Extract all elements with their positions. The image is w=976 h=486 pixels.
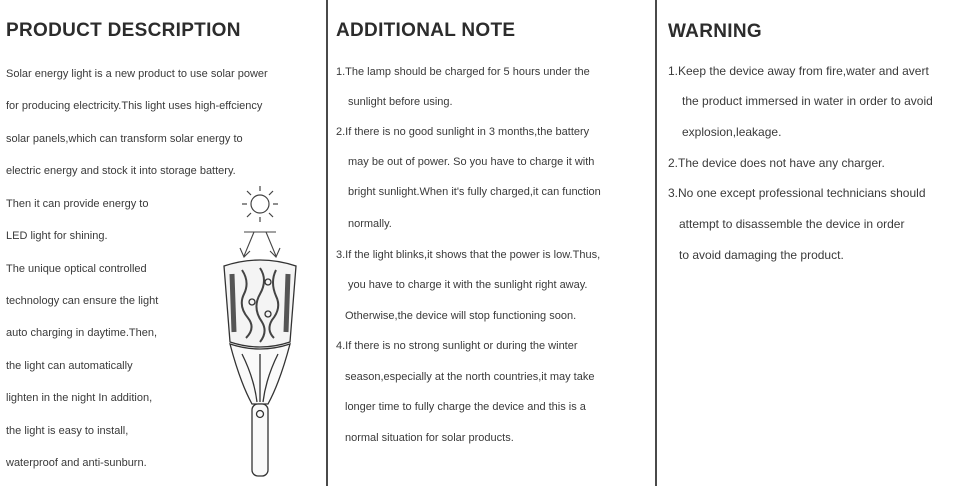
note-line-2: sunlight before using. bbox=[348, 96, 453, 108]
product-line-9: auto charging in daytime.Then, bbox=[6, 327, 158, 339]
note-line-5: bright sunlight.When it's fully charged,it can function bbox=[348, 186, 601, 198]
additional-note-section bbox=[328, 0, 656, 486]
note-line-3: 2.If there is no good sunlight in 3 months,the battery bbox=[336, 126, 590, 138]
sun-icon bbox=[242, 186, 278, 222]
note-line-9: Otherwise,the device will stop functioning soon. bbox=[345, 310, 577, 322]
product-line-13: waterproof and anti-sunburn. bbox=[6, 457, 147, 469]
note-line-10: 4.If there is no strong sunlight or during the winter bbox=[336, 340, 578, 352]
product-description-section bbox=[0, 0, 327, 486]
torch-head-icon bbox=[224, 260, 296, 347]
warning-heading: WARNING bbox=[668, 21, 762, 42]
warning-line-7: to avoid damaging the product. bbox=[679, 248, 844, 262]
warning-line-1: 1.Keep the device away from fire,water and avert bbox=[668, 64, 929, 78]
product-line-5: Then it can provide energy to bbox=[6, 198, 149, 210]
warning-line-6: attempt to disassemble the device in order bbox=[679, 217, 905, 231]
sunlight-arrows-icon bbox=[240, 232, 280, 257]
warning-line-2: the product immersed in water in order to avoid bbox=[682, 94, 933, 108]
note-line-8: you have to charge it with the sunlight right away. bbox=[348, 279, 588, 291]
product-line-8: technology can ensure the light bbox=[6, 295, 159, 307]
torch-funnel-icon bbox=[230, 344, 290, 404]
product-line-2: for producing electricity.This light uses high-effciency bbox=[6, 100, 263, 112]
note-line-13: normal situation for solar products. bbox=[345, 432, 514, 444]
solar-torch-lamp-illustration bbox=[210, 182, 310, 482]
note-line-6: normally. bbox=[348, 218, 392, 230]
product-line-6: LED light for shining. bbox=[6, 230, 108, 242]
product-line-1: Solar energy light is a new product to use solar power bbox=[6, 68, 268, 80]
product-line-3: solar panels,which can transform solar energy to bbox=[6, 133, 243, 145]
warning-line-5: 3.No one except professional technicians should bbox=[668, 186, 926, 200]
warning-line-3: explosion,leakage. bbox=[682, 125, 782, 139]
note-line-11: season,especially at the north countries,it may take bbox=[345, 371, 595, 383]
torch-stake-icon bbox=[252, 404, 268, 476]
note-line-1: 1.The lamp should be charged for 5 hours under the bbox=[336, 66, 590, 78]
product-line-11: lighten in the night In addition, bbox=[6, 392, 153, 404]
note-line-12: longer time to fully charge the device and this is a bbox=[345, 401, 586, 413]
additional-note-heading: ADDITIONAL NOTE bbox=[336, 20, 516, 41]
product-description-heading: PRODUCT DESCRIPTION bbox=[6, 20, 241, 41]
product-line-7: The unique optical controlled bbox=[6, 263, 147, 275]
product-line-10: the light can automatically bbox=[6, 360, 133, 372]
product-line-12: the light is easy to install, bbox=[6, 425, 129, 437]
note-line-4: may be out of power. So you have to charge it with bbox=[348, 156, 595, 168]
note-line-7: 3.If the light blinks,it shows that the power is low.Thus, bbox=[336, 249, 601, 261]
warning-section bbox=[657, 0, 976, 486]
warning-line-4: 2.The device does not have any charger. bbox=[668, 156, 885, 170]
product-line-4: electric energy and stock it into storage battery. bbox=[6, 165, 236, 177]
